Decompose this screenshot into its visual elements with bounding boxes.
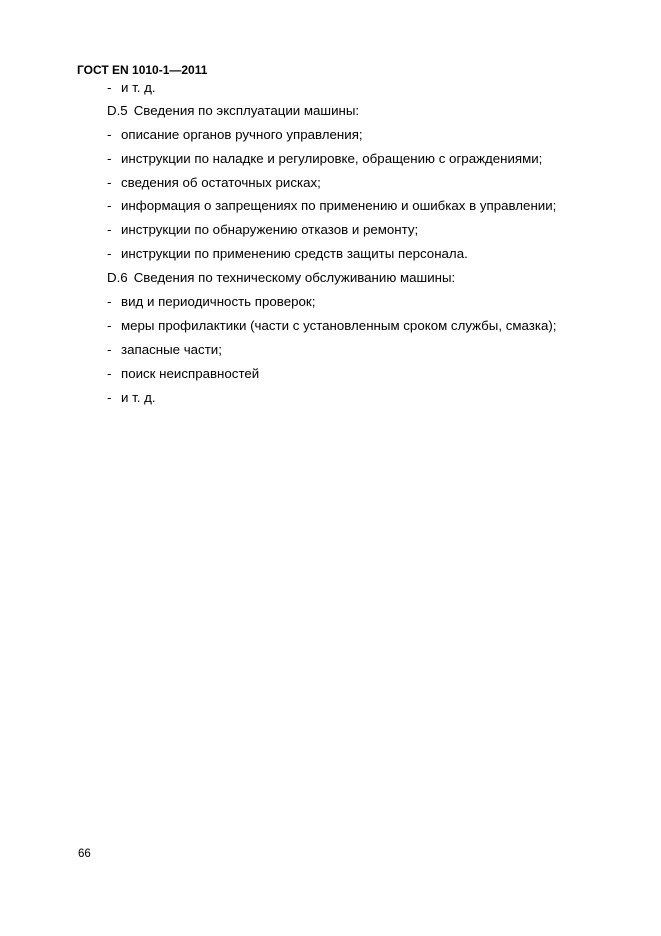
list-item-text: меры профилактики (части с установленным сроком службы, смазка); xyxy=(121,318,557,333)
section-number: D.6 xyxy=(107,270,128,285)
list-item xyxy=(107,366,259,382)
page-number: 66 xyxy=(78,848,91,860)
list-item xyxy=(107,198,556,214)
list-item-text: сведения об остаточных рисках; xyxy=(121,175,321,190)
section-number: D.5 xyxy=(107,103,128,118)
bullet-dash: - xyxy=(107,175,112,190)
section-heading-d6 xyxy=(107,270,455,286)
list-item xyxy=(107,294,315,310)
section-title: Сведения по техническому обслуживанию машины: xyxy=(133,270,456,285)
list-item xyxy=(107,222,418,238)
section-title: Сведения по эксплуатации машины: xyxy=(133,103,360,118)
list-item-text: инструкции по наладке и регулировке, обращению с ограждениями; xyxy=(121,151,543,166)
section-heading-d5 xyxy=(107,103,359,119)
bullet-dash: - xyxy=(107,151,112,166)
bullet-dash: - xyxy=(107,246,112,261)
bullet-dash: - xyxy=(107,198,112,213)
list-item xyxy=(107,127,363,143)
list-item-text: и т. д. xyxy=(121,390,156,405)
bullet-dash: - xyxy=(107,80,112,95)
list-item xyxy=(107,318,557,334)
list-item-text: информация о запрещениях по применению и ошибках в управлении; xyxy=(121,198,557,213)
bullet-dash: - xyxy=(107,318,112,333)
list-item-text: описание органов ручного управления; xyxy=(121,127,363,142)
list-item-text: запасные части; xyxy=(121,342,222,357)
list-item-text: инструкции по обнаружению отказов и ремонту; xyxy=(121,222,419,237)
list-item-text: и т. д. xyxy=(121,80,156,95)
standard-code-header: ГОСТ EN 1010-1—2011 xyxy=(77,63,208,77)
bullet-dash: - xyxy=(107,390,112,405)
bullet-dash: - xyxy=(107,222,112,237)
list-item xyxy=(107,390,156,406)
list-item xyxy=(107,175,321,191)
list-item-text: поиск неисправностей xyxy=(121,366,260,381)
bullet-dash: - xyxy=(107,294,112,309)
bullet-dash: - xyxy=(107,127,112,142)
list-item-text: инструкции по применению средств защиты персонала. xyxy=(121,246,468,261)
list-item xyxy=(107,80,156,96)
list-item xyxy=(107,342,222,358)
list-item-text: вид и периодичность проверок; xyxy=(121,294,316,309)
list-item xyxy=(107,151,542,167)
bullet-dash: - xyxy=(107,366,112,381)
list-item xyxy=(107,246,468,262)
bullet-dash: - xyxy=(107,342,112,357)
